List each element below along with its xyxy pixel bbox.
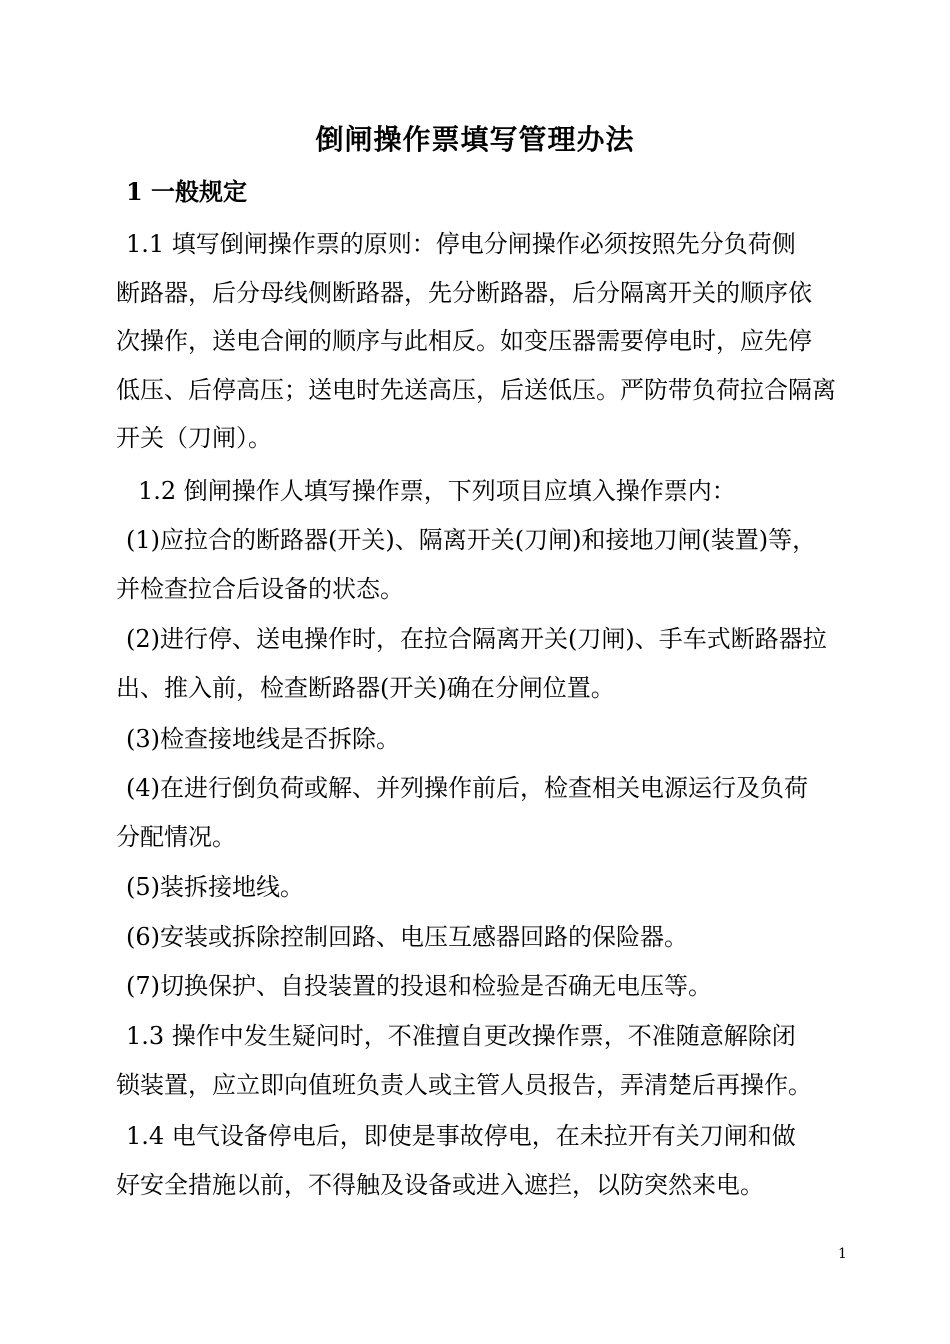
list-item-line: 分配情况。 [116, 822, 236, 851]
list-item-line: (2)进行停、送电操作时，在拉合隔离开关(刀闸)、手车式断路器拉 [126, 625, 827, 653]
list-item-6 [116, 913, 850, 962]
list-item-3 [116, 715, 850, 764]
paragraph-line: 断路器，后分母线侧断路器，先分断路器，后分隔离开关的顺序依 [116, 278, 812, 307]
paragraph-line: 1.2 倒闸操作人填写操作票，下列项目应填入操作票内： [138, 477, 736, 505]
paragraph-line: 1.4 电气设备停电后，即使是事故停电，在未拉开有关刀闸和做 [126, 1122, 796, 1150]
paragraph-line: 1.3 操作中发生疑问时，不准擅自更改操作票，不准随意解除闭 [126, 1022, 796, 1050]
list-item-line: (7)切换保护、自投装置的投退和检验是否确无电压等。 [126, 972, 712, 1000]
paragraph-line: 开关（刀闸）。 [116, 424, 272, 452]
list-item-line: (6)安装或拆除控制回路、电压互感器回路的保险器。 [126, 923, 688, 951]
document-title: 倒闸操作票填写管理办法 [315, 123, 635, 156]
paragraph-line: 1.1 填写倒闸操作票的原则：停电分闸操作必须按照先分负荷侧 [126, 230, 796, 258]
list-item-line: (5)装拆接地线。 [126, 873, 304, 901]
list-item-line: 出、推入前，检查断路器(开关)确在分闸位置。 [116, 673, 615, 702]
paragraph-line: 低压、后停高压；送电时先送高压，后送低压。严防带负荷拉合隔离 [116, 375, 836, 404]
list-item-line: (4)在进行倒负荷或解、并列操作前后，检查相关电源运行及负荷 [126, 774, 808, 802]
section-heading-general-provisions: 1 一般规定 [126, 177, 248, 206]
paragraph-1-3 [116, 1012, 850, 1109]
paragraph-1-2 [116, 467, 850, 516]
list-item-1 [116, 516, 850, 613]
paragraph-1-4 [116, 1112, 850, 1209]
list-item-line: (3)检查接地线是否拆除。 [126, 725, 400, 753]
page-number: 1 [838, 1246, 847, 1262]
paragraph-line: 好安全措施以前，不得触及设备或进入遮拦，以防突然来电。 [116, 1170, 764, 1199]
list-item-7 [116, 962, 850, 1011]
list-item-5 [116, 863, 850, 912]
list-item-4 [116, 764, 850, 861]
list-item-line: (1)应拉合的断路器(开关)、隔离开关(刀闸)和接地刀闸(装置)等， [126, 526, 817, 554]
paragraph-line: 次操作，送电合闸的顺序与此相反。如变压器需要停电时，应先停 [116, 327, 812, 355]
list-item-2 [116, 615, 850, 712]
list-item-line: 并检查拉合后设备的状态。 [116, 574, 404, 603]
paragraph-1-1 [116, 220, 850, 463]
paragraph-line: 锁装置，应立即向值班负责人或主管人员报告，弄清楚后再操作。 [116, 1070, 812, 1099]
